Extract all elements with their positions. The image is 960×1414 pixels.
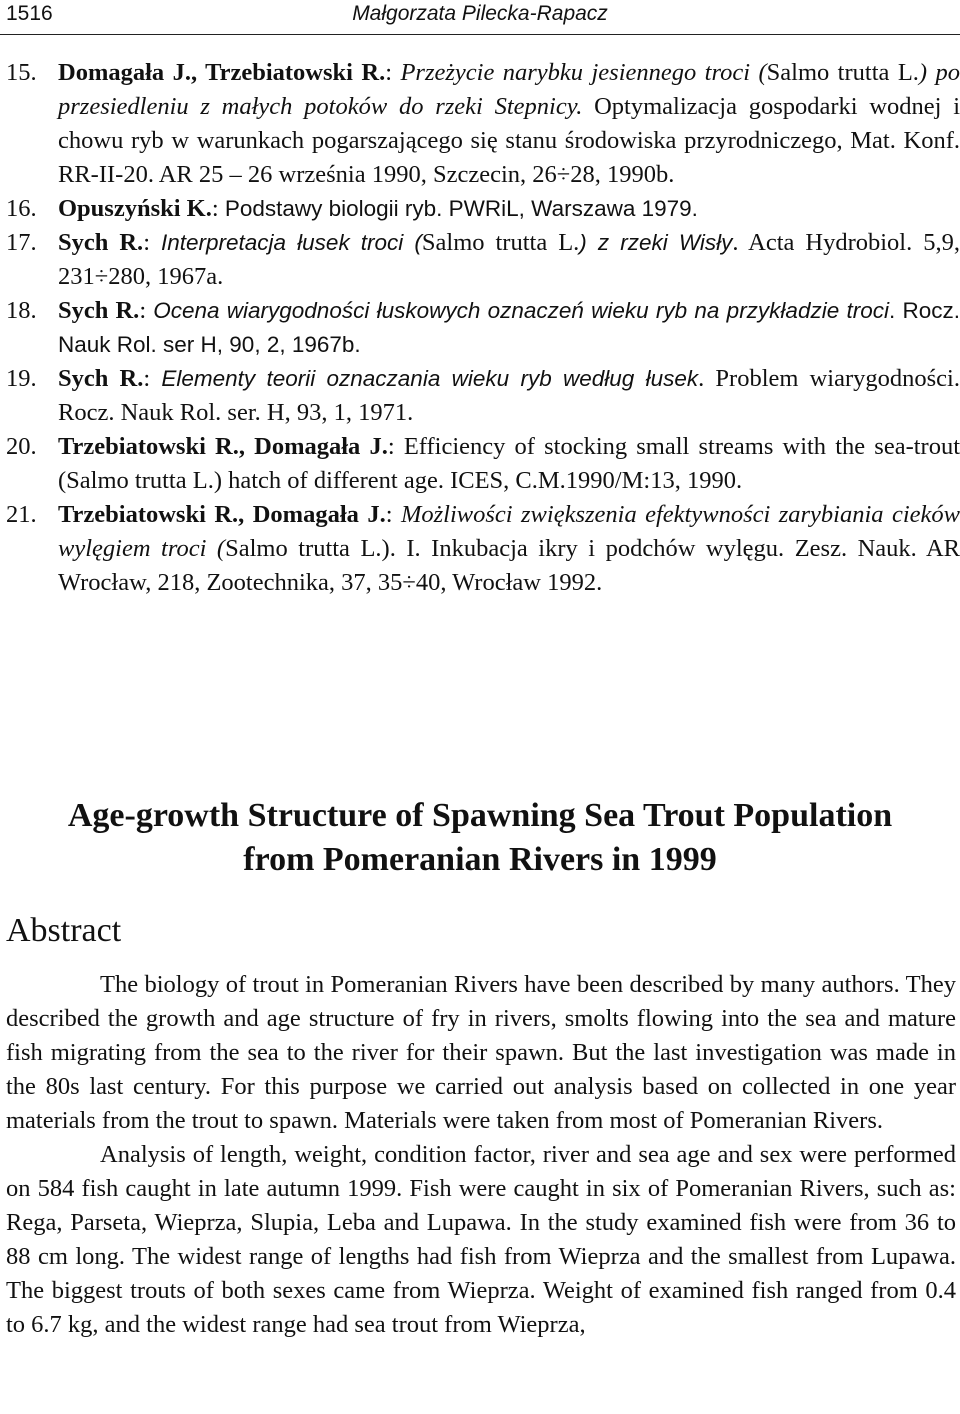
reference-item [0,430,960,498]
reference-title-end: ) po przesiedleniu z małych potoków do rzeki Stepnicy. [58,59,960,120]
running-header [0,0,960,35]
reference-title: Elementy teorii oznaczania wieku ryb według łusek [161,366,699,391]
reference-item [0,362,960,430]
reference-authors: Sych R. [58,365,144,392]
reference-title: Ocena wiarygodności łuskowych oznaczeń wieku ryb na przykładzie troci [153,298,889,323]
reference-list [0,56,960,600]
reference-source: Efficiency of stocking small streams with the sea-trout (Salmo trutta L.) hatch of different age. ICES, C.M.1990/M:13, 1990. [58,433,960,494]
reference-authors: Trzebiatowski R., Domagała J. [58,501,386,528]
reference-number: 17. [6,229,37,256]
reference-sep: : [385,59,401,86]
reference-item [0,192,960,226]
reference-number: 20. [6,433,37,460]
reference-title: Możliwości zwiększenia efektywności zarybiania cieków wylęgiem troci ( [58,501,960,562]
reference-sep: : [143,365,162,392]
reference-latin: Salmo trutta L. [225,535,382,562]
reference-item [0,56,960,192]
reference-authors: Domagała J., Trzebiatowski R. [58,59,386,86]
reference-source: . Rocz. Nauk Rol. ser H, 90, 2, 1967b. [58,298,960,357]
title-line-2: from Pomeranian Rivers in 1999 [243,841,717,878]
reference-item [0,294,960,362]
reference-authors: Opuszyński K. [58,195,212,222]
reference-item [0,498,960,600]
abstract-paragraph-2: Analysis of length, weight, condition factor, river and sea age and sex were performed on 584 fish caught in late autumn 1999. Fish were caught in six of Pomeranian Rivers, such as: Rega, Parseta, Wieprza, Slupia, Leba and Lupawa. In the study examined fish were from 36 to 88 cm long. The widest range of lengths had fish from Wieprza and the smallest from Lupawa. The biggest trouts of both sexes came from Wieprza. Weight of examined fish ranged from 0.4 to 6.7 kg, and the widest range had sea trout from Wieprza, [6,1141,956,1338]
reference-sep: : [143,229,161,256]
reference-title: Przeżycie narybku jesiennego troci ( [400,59,767,86]
reference-source: Podstawy biologii ryb. PWRiL, Warszawa 1979. [224,196,698,221]
page-number: 1516 [6,2,53,25]
reference-latin: Salmo trutta L. [421,229,580,256]
abstract-paragraph-1: The biology of trout in Pomeranian Rivers have been described by many authors. They described the growth and age structure of fry in rivers, smolts flowing into the sea and mature fish migrating from the sea to the river for their spawn. But the last investigation was made in the 80s last century. For this purpose we carried out analysis based on collected in one year materials from the trout to spawn. Materials were taken from most of Pomeranian Rivers. [6,971,956,1134]
reference-sep: : [387,433,404,460]
reference-item [0,226,960,294]
article-title [0,794,960,882]
running-author: Małgorzata Pilecka-Rapacz [352,2,608,25]
reference-source: . Problem wiarygodności. Rocz. Nauk Rol. ser. H, 93, 1, 1971. [58,365,960,426]
reference-latin: Salmo trutta L. [766,59,919,86]
reference-source: Optymalizacja gospodarki wodnej i chowu ryb w warunkach pogarszającego się stanu środowiska przyrodniczego, Mat. Konf. RR-II-20. AR 25 – 26 września 1990, Szczecin, 26÷28, 1990b. [58,93,960,188]
abstract-body [6,968,956,1342]
reference-sep: : [385,501,401,528]
reference-title-end: ). [381,535,396,562]
title-line-1: Age-growth Structure of Spawning Sea Trout Population [67,797,893,834]
reference-number: 21. [6,501,37,528]
reference-authors: Sych R. [58,297,140,324]
reference-number: 18. [6,297,37,324]
reference-title: Interpretacja łusek troci ( [160,230,422,255]
reference-number: 15. [6,59,37,86]
reference-source: . Acta Hydrobiol. 5,9, 231÷280, 1967a. [58,229,960,290]
reference-source: I. Inkubacja ikry i podchów wylęgu. Zesz. Nauk. AR Wrocław, 218, Zootechnika, 37, 35÷40, Wrocław 1992. [58,535,960,596]
reference-number: 19. [6,365,37,392]
reference-title-end: ) z rzeki Wisły [579,230,733,255]
reference-number: 16. [6,195,37,222]
abstract-heading: Abstract [6,912,122,949]
reference-authors: Sych R. [58,229,144,256]
reference-authors: Trzebiatowski R., Domagała J. [58,433,388,460]
reference-sep: : [211,195,225,222]
reference-sep: : [139,297,154,324]
